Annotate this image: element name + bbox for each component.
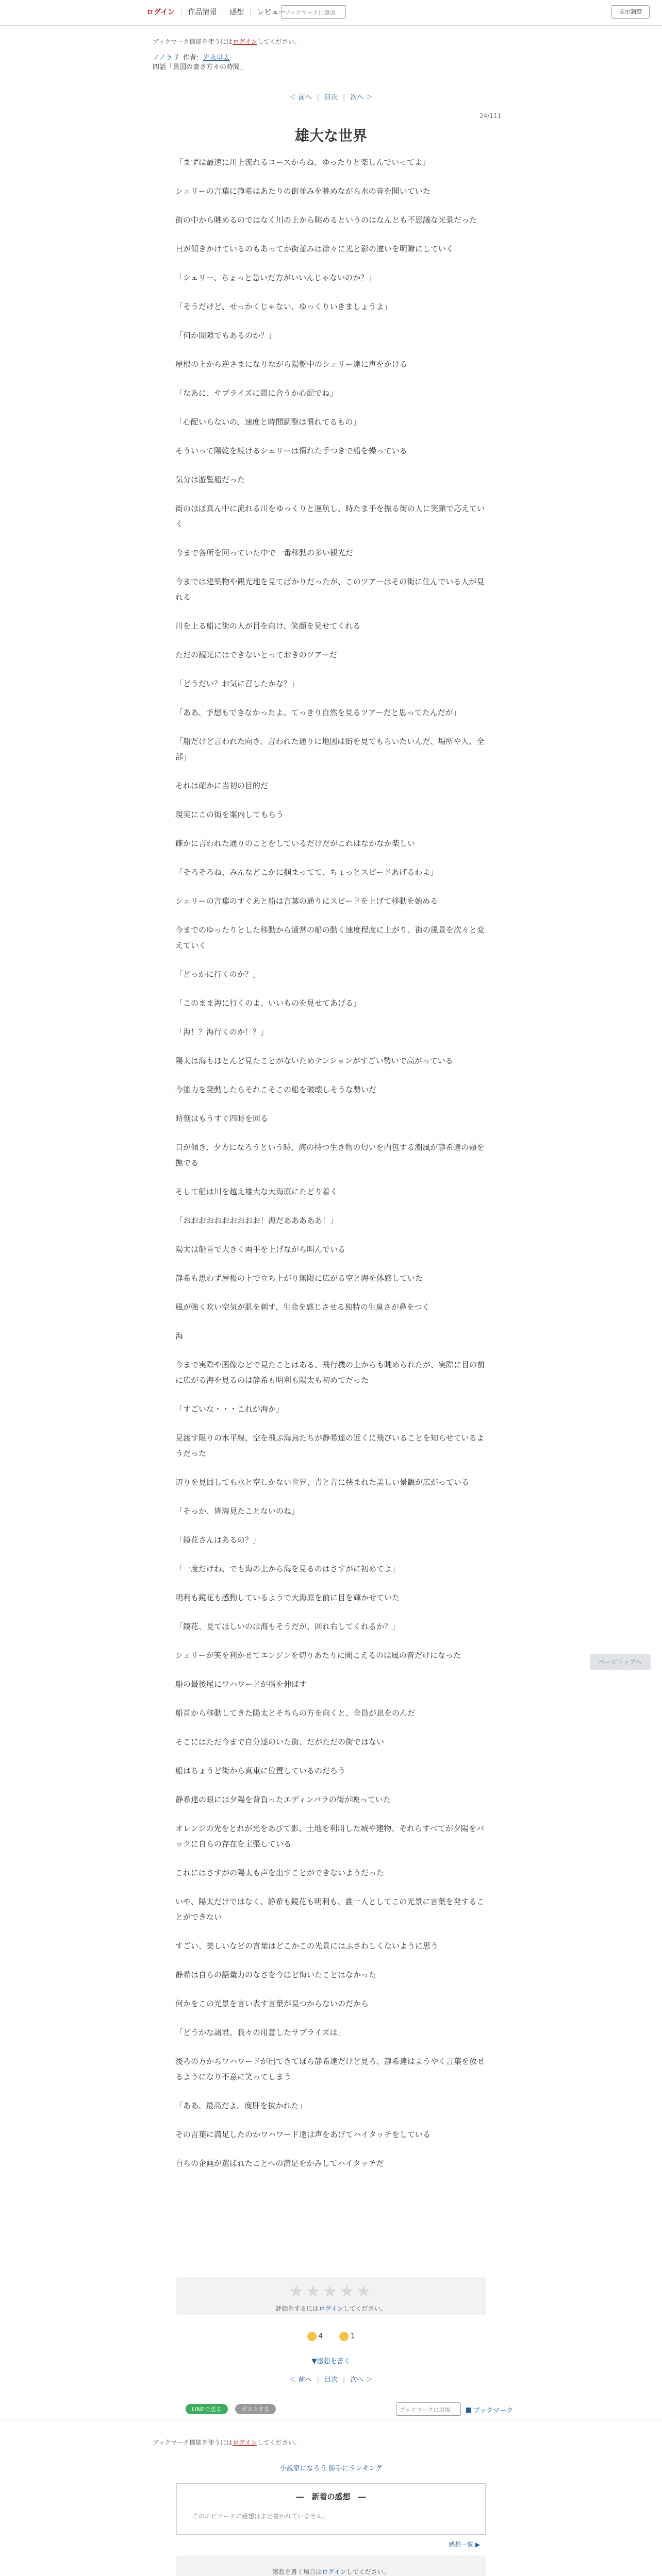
top-header	[0, 0, 662, 26]
novel-paragraph: そういって陽乾を続けるシェリーは慣れた手つきで船を操っている	[175, 446, 407, 455]
nav-work-info-link[interactable]: 作品情報	[181, 8, 223, 16]
novel-paragraph: 「このまま海に行くのよ、いいものを見せてあげる」	[175, 998, 361, 1008]
post-share-button[interactable]: ポストする	[235, 2404, 276, 2414]
post-box-prefix: 感想を書く場合は	[272, 2568, 322, 2575]
meta-line	[153, 54, 246, 63]
novel-paragraph: ただの観光にはできないとっておきのツアーだ	[175, 650, 337, 659]
novel-paragraph: 「ああ、予想もできなかったよ。てっきり自然を見るツアーだと思ってたんだが」	[175, 708, 461, 717]
novel-paragraph: 「シェリー、ちょっと急いだ方がいいんじゃないのか？」	[175, 273, 376, 282]
novel-paragraph: 船の最後尾にワハワードが指を伸ばす	[175, 1680, 307, 1689]
top-header-inner	[144, 5, 650, 21]
novel-paragraph: そして船は川を越え雄大な大海原にたどり着く	[175, 1187, 338, 1196]
novel-paragraph: 後ろの方からワハワードが出てきてほら静希達だけど見ろ、静希達はようやく言葉を放せるようになり不意に笑ってしまう	[175, 2057, 485, 2081]
pager-top: ＜ 前へ | 目次 | 次へ ＞	[0, 92, 662, 101]
series-title-link[interactable]: ノノラ 7	[153, 54, 179, 62]
novel-paragraph: 現実にこの街を案内してもらう	[175, 810, 284, 819]
post-box-suffix: してください。	[346, 2568, 390, 2575]
novel-paragraph: 自らの企画が選ばれたことへの満足をかみしてハイタッチだ	[175, 2159, 384, 2168]
pager-bottom: ＜ 前へ | 目次 | 次へ ＞	[0, 2374, 662, 2384]
next-link-bottom[interactable]: 次へ ＞	[350, 2376, 373, 2384]
novel-paragraph: 「ああ、最高だよ。度肝を抜かれた」	[175, 2101, 307, 2110]
novel-paragraph: 気分は遊覧船だった	[175, 475, 245, 484]
novel-paragraph: 辺りを見回しても水と空しかない世界、青と青に挟まれた美しい景観が広がっている	[175, 1478, 470, 1487]
novel-paragraph: 川を上る船に街の人が目を向け、笑顔を見せてくれる	[175, 621, 361, 631]
bookmark-icon	[466, 2408, 471, 2413]
novel-paragraph: 海	[175, 1331, 184, 1341]
reactions	[0, 2331, 662, 2342]
novel-paragraph: シェリーが笑を利かせてエンジンを切りあたりに聞こえるのは風の音だけになった	[175, 1651, 461, 1660]
novel-paragraph: すごい、美しいなどの言葉はどこかこの光景にはふさわしくないように思う	[175, 1941, 439, 1951]
rating-note-prefix: 評価をするには	[275, 2305, 319, 2312]
novel-paragraph: 「心配いらないの、速度と時間調整は慣れてるもの」	[175, 417, 361, 427]
nav-impressions-link[interactable]: 感想	[223, 8, 251, 16]
novel-paragraph: これにはさすがの陽太も声を出すことができないようだった	[175, 1868, 385, 1877]
top-nav	[144, 8, 292, 16]
novel-paragraph: 「そうだけど、せっかくじゃない、ゆっくりいきましょうよ」	[175, 302, 392, 311]
impressions-empty: このエピソードに感想はまだ書かれていません。	[192, 2513, 329, 2520]
novel-paragraph: シェリーの言葉に静希はあたりの街並みを眺めながら水の音を聞いていた	[175, 187, 431, 196]
novel-paragraph: 時刻はもうすぐ四時を回る	[175, 1114, 269, 1123]
rating-note-suffix: してください。	[343, 2305, 387, 2312]
novel-paragraph: 何かをこの光景を言い表す言葉が見つからないのだから	[175, 1999, 369, 2008]
novel-paragraph: 「まずは最速に川上流れるコースからね、ゆったりと楽しんでいってよ」	[175, 158, 431, 167]
author-link[interactable]: 光永早太	[203, 54, 230, 62]
smile-icon	[339, 2332, 349, 2341]
novel-paragraph: 「そっか、皆海見たことないのね」	[175, 1506, 300, 1516]
login-note2-prefix: ブックマーク機能を使うには	[153, 2439, 233, 2446]
prev-link[interactable]: ＜ 前へ	[289, 94, 312, 101]
author-label: 作者：	[183, 54, 203, 62]
reaction-comment-count: 1	[351, 2332, 355, 2341]
rating-login-link[interactable]: ログイン	[319, 2305, 343, 2312]
novel-paragraph: 今までのゆったりとした移動から通常の船の動く速度程度に上がり、街の風景を次々と変えていく	[175, 925, 485, 950]
novel-paragraph: 陽太は海もほとんど見たことがないためテンションがすごい勢いで高がっている	[175, 1056, 453, 1065]
share-bar	[0, 2399, 662, 2419]
login-note-link[interactable]: ログイン	[233, 38, 257, 45]
novel-paragraph: 「何か間隙でもあるのか？」	[175, 331, 276, 340]
novel-paragraph: 「そろそろね、みんなどこかに掴まってて、ちょっとスピードあげるわよ」	[175, 868, 438, 877]
impressions-more-link[interactable]: 感想一覧 ▶	[449, 2541, 481, 2548]
write-impression	[0, 2355, 662, 2365]
novel-paragraph: 船はちょうど街から真東に位置しているのだろう	[175, 1766, 346, 1775]
toc-link[interactable]: 目次	[324, 94, 338, 101]
novel-paragraph: 静希達の眼には夕陽を背負ったエディンバラの街が映っていた	[175, 1795, 391, 1804]
novel-paragraph: 風が強く吹い空気が肌を刺す、生命を感じさせる独特の生臭さが鼻をつく	[175, 1302, 430, 1312]
post-box-login-link[interactable]: ログイン	[322, 2568, 346, 2575]
novel-paragraph: 「鏡花、見てほしいのは海もそうだが、回れ右してくれるか？」	[175, 1622, 400, 1631]
login-note-prefix: ブックマーク機能を使うには	[153, 38, 233, 45]
novel-paragraph: 今能力を発動したらそれこそこの船を破壊しそうな勢いだ	[175, 1085, 377, 1094]
novel-paragraph: 「なあに、サプライズに間に合うか心配でね」	[175, 388, 338, 398]
novel-paragraph: 「海！？海行くのか！？」	[175, 1027, 269, 1037]
toc-link-bottom[interactable]: 目次	[324, 2376, 338, 2384]
rating-note	[176, 2304, 486, 2313]
novel-paragraph: その言葉に満足したのかワハワード達は声をあげてハイタッチをしている	[175, 2130, 431, 2139]
rating-stars[interactable]: ★★★★★	[289, 2281, 373, 2301]
episode-number: 24/111	[479, 112, 502, 120]
page-top-button[interactable]: ページトップへ	[590, 1654, 651, 1670]
view-settings-button[interactable]: 表示調整	[611, 5, 650, 19]
login-note	[153, 37, 301, 46]
post-impression-box	[176, 2555, 486, 2576]
bookmark-add-field-bottom[interactable]: ブックマークに追加	[396, 2402, 461, 2416]
chapter-title: 四話「異国の妻さ方々の時間」	[153, 63, 247, 71]
next-link[interactable]: 次へ ＞	[350, 94, 373, 101]
novel-paragraph: オレンジの光をとれが光をあびて影、土地を利用した城や建物、それらすべてが夕陽をバックに自らの存在を主張している	[175, 1824, 484, 1849]
novel-paragraph: そこにはただ今まで自分達のいた街、だがただの街ではない	[175, 1737, 385, 1747]
login-note-bottom	[153, 2438, 301, 2447]
episode-title: 雄大な世界	[294, 127, 367, 144]
novel-paragraph: いや、陽太だけではなく、静希も鏡花も明利も、誰一人としてこの光景に言葉を発することができない	[175, 1897, 485, 1922]
novel-paragraph: 日が傾き、夕方になろうという時、海の持つ生き物の匂いを内包する潮風が静希達の頬を撫でる	[175, 1143, 485, 1167]
novel-body	[175, 155, 485, 2184]
write-impression-link[interactable]: ▼感想を書く	[311, 2358, 351, 2365]
novel-paragraph: 今までは建築物や観光地を見てばかりだったが、このツアーはその街に住んでいる人が見れる	[175, 577, 485, 602]
novel-paragraph: 屋根の上から逆さまになりながら陽乾中のシェリー達に声をかける	[175, 360, 407, 369]
novel-paragraph: 街の中から眺めるのではなく川の上から眺めるというのはなんとも不思議な光景だった	[175, 215, 477, 225]
bookmark-add-label: ブックマーク	[473, 2407, 514, 2415]
novel-paragraph: 「どうかな諸君、我々の用意したサプライズは」	[175, 2028, 345, 2037]
reaction-like-count: 4	[318, 2332, 323, 2341]
novel-paragraph: 「船だけど言われた向き、言われた通りに地図は街を見てもらいたいんだ、場所や人、全部」	[175, 737, 485, 761]
login-note2-link[interactable]: ログイン	[233, 2439, 257, 2446]
nav-review-link[interactable]: レビュー	[257, 8, 286, 16]
bookmark-add-button[interactable]	[466, 2405, 513, 2415]
novel-paragraph: 陽太は船首で大きく両手を上げながら叫んでいる	[175, 1245, 346, 1254]
prev-link-bottom[interactable]: ＜ 前へ	[289, 2376, 312, 2384]
reaction-like-button[interactable]	[303, 2331, 327, 2342]
novel-paragraph: 今まで各所を回っていた中で一番移動の多い観光だ	[175, 548, 354, 557]
novel-paragraph: 「すごいな・・・これが海か」	[175, 1404, 284, 1414]
login-note-suffix: してください。	[257, 38, 301, 45]
novel-paragraph: 静希は自らの語彙力のなさを今ほど悔いたことはなかった	[175, 1970, 377, 1979]
novel-paragraph: 「どうだい？お気に召したかな？」	[175, 679, 300, 688]
novel-paragraph: それは確かに当初の目的だ	[175, 781, 269, 790]
rating-box	[176, 2277, 486, 2315]
novel-paragraph: 日が傾きかけているのもあってか街並みは徐々に光と影の違いを明瞭にしていく	[175, 244, 454, 253]
login-note2-suffix: してください。	[257, 2439, 301, 2446]
novel-paragraph: 「一度だけね、でも海の上から海を見るのはさすがに初めてよ」	[175, 1564, 400, 1573]
novel-paragraph: 今まで実際や画像などで見たことはある、飛行機の上からも眺められたが、実際に目の前に広がる海を見るのは静希も明利も陽太も初めてだった	[175, 1360, 485, 1385]
reaction-comment-button[interactable]	[335, 2331, 359, 2342]
line-share-button[interactable]: LINEで送る	[186, 2404, 228, 2414]
nav-login-link[interactable]: ログイン	[144, 8, 181, 16]
novel-paragraph: 「鏡花さんはあるの？」	[175, 1535, 261, 1545]
novel-paragraph: 静希も思わず屋根の上で立ち上がり無限に広がる空と海を体感していた	[175, 1274, 423, 1283]
thumbs-up-icon	[307, 2332, 317, 2341]
novel-paragraph: 確かに言われた通りのことをしているだけだがこれはなかなか楽しい	[175, 839, 416, 848]
novel-paragraph: シェリーの言葉のすぐあと船は言葉の通りにスピードを上げて移動を始める	[175, 896, 438, 906]
impressions-box	[176, 2483, 486, 2535]
bookmark-add-field[interactable]: ブックマークに追加	[281, 5, 346, 19]
novel-paragraph: 「おおおおおおおおおお！海だあああああ！」	[175, 1216, 338, 1225]
impressions-title: ― 新着の感想 ―	[296, 2492, 366, 2501]
novel-paragraph: 街のほぼ真ん中に流れる川をゆっくりと運航し、時たま手を振る街の人に笑顔で応えていく	[175, 504, 485, 529]
novel-paragraph: 「どっかに行くのか？」	[175, 970, 260, 979]
novel-meta	[153, 54, 246, 72]
novel-paragraph: 船首から移動してきた陽太とそちらの方を向くと、全員が息をのんだ	[175, 1708, 416, 1718]
novel-paragraph: 見渡す限りの水平線、空を飛ぶ海鳥たちが静希達の近くに飛びいることを知らせているようだった	[175, 1433, 485, 1458]
ranking-link[interactable]: 小説家になろう 勝手にランキング	[279, 2465, 383, 2472]
novel-paragraph: 明利も鏡花も感動しているようで大海原を前に目を輝かせていた	[175, 1593, 400, 1602]
